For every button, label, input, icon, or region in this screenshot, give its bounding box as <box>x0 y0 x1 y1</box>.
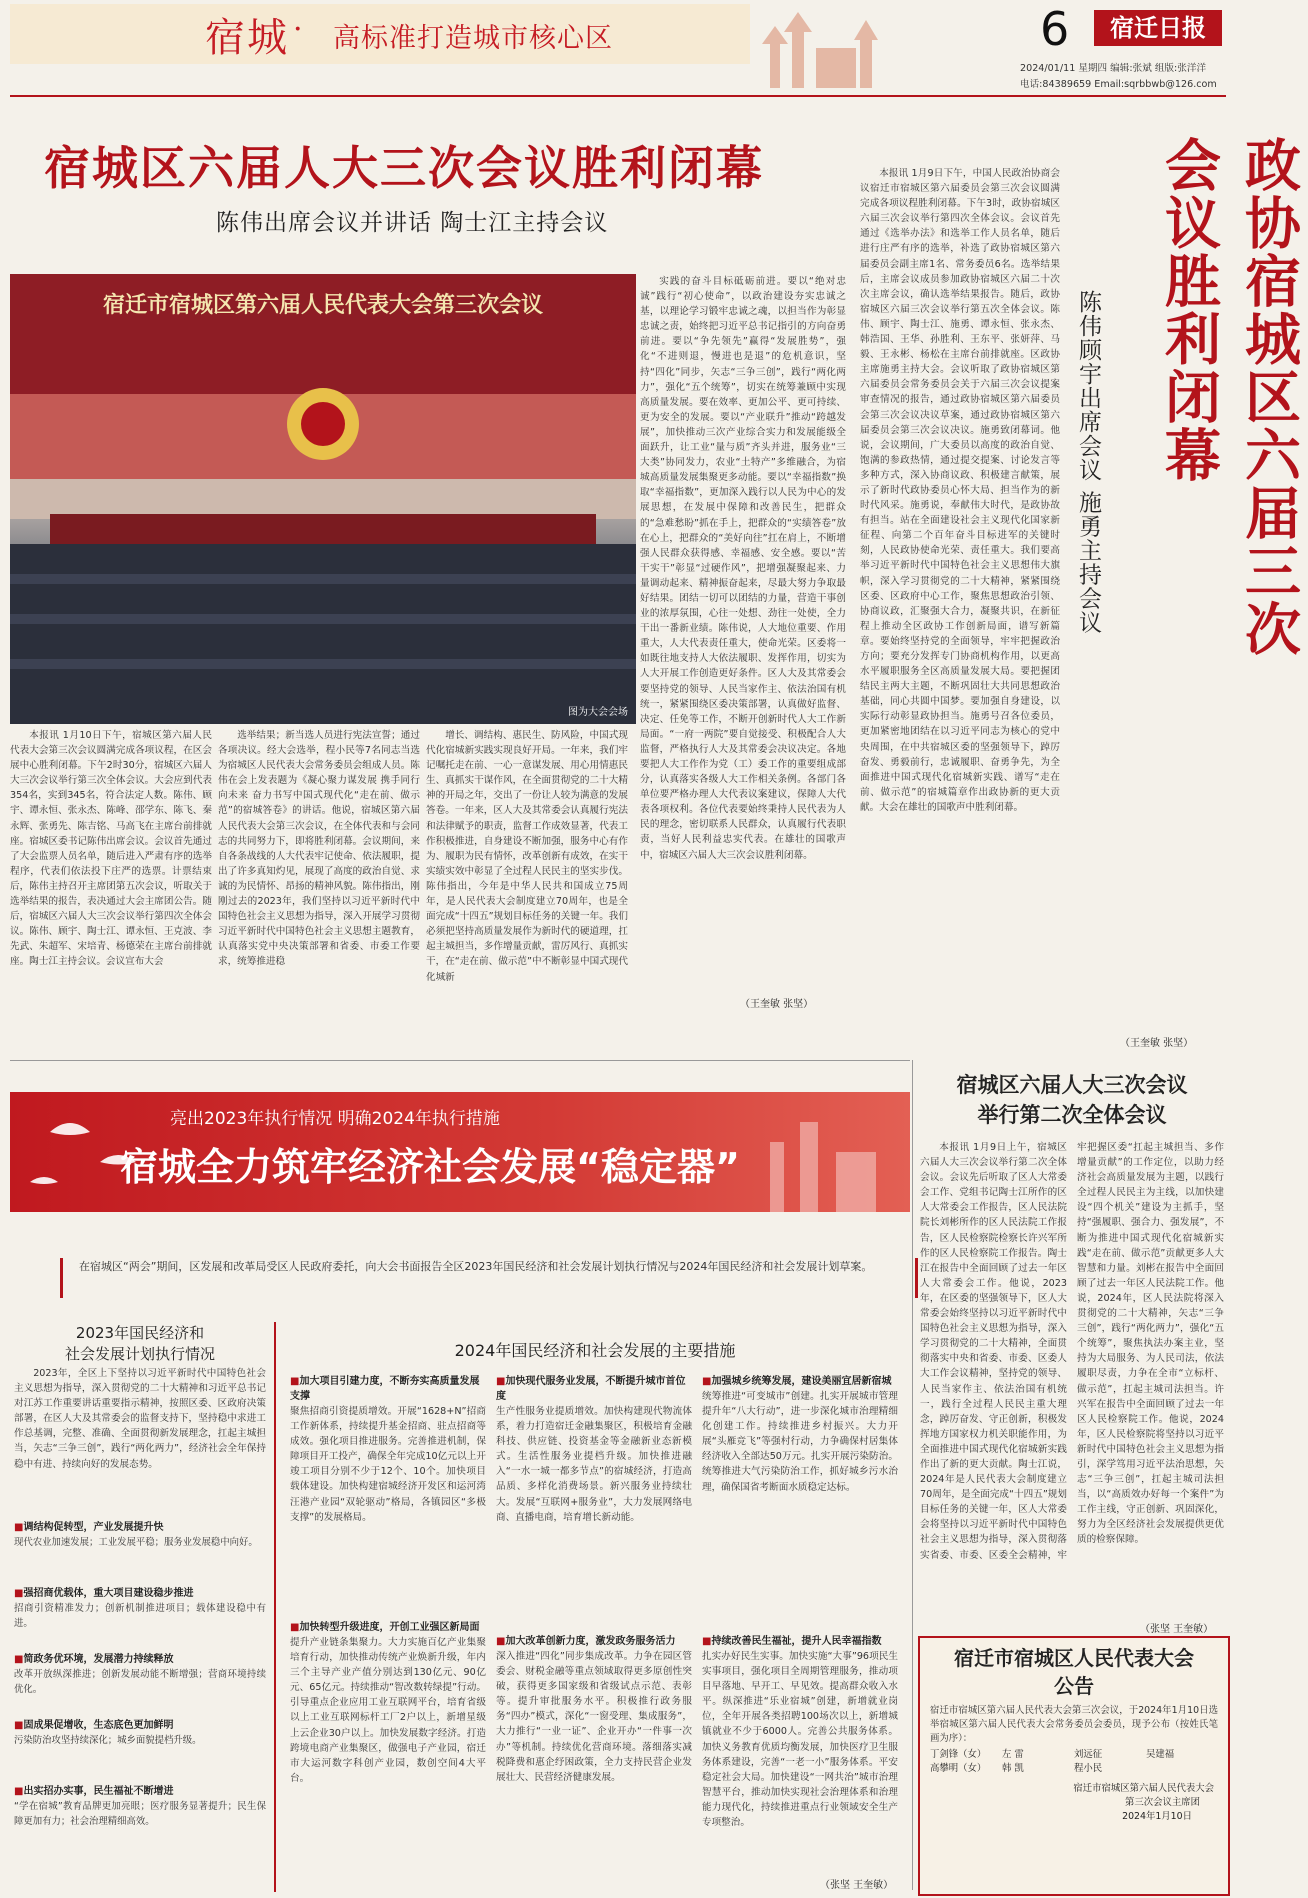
measure-title: 加强城乡统筹发展，建设美丽宜居新宿城 <box>711 1376 892 1387</box>
main-article-col2-text: 选举结果；新当选人员进行宪法宣誓；通过各项决议。经大会选举，程小民等7名同志当选为宿城区人民代表大会常务委员会组成人员。陈伟在会上发表题为《凝心聚力谋发展 携手同行向未来 奋力书写中国式现代化“走在前、做示范”的宿城答卷》的讲话。他说，宿城区第六届人民代表大会第三次会议，在全体代表和与会同志的共同努力下，即将胜利闭幕。会议期间，来自各条战线的人大代表牢记使命、依法履职，提出了许多真知灼见，展现了高度的政治自觉、求诚的为民情怀、昂扬的精神风貌。陈伟指出，刚刚过去的2023年，我们坚持以习近平新时代中国特色社会主义思想为指导，深入开展学习贯彻习近平新时代中国特色社会主义思想主题教育，认真落实党中央决策部署和省委、市委工作要求，统筹推进稳 <box>218 730 420 968</box>
measure-body: 扎实办好民生实事。加快实施“大事”96项民生实事项目，强化项目全周期管理服务，推动项目早落地、早开工、早见效。提高群众收入水平。纵深推进“乐业宿城”创建，新增就业岗位，全年开展各类招聘100场次以上，新增城镇就业不少于6000人。完善公共服务体系。加快义务教育优质均衡发展，加快医疗卫生服务体系建设，完善“一老一小”服务体系。平安稳定社会大局。加快建设“一网共治”城市治理智慧平台，推动加快实现社会治理体系和治理能力现代化，持续推进重点行业领域安全生产专项整治。 <box>702 1651 898 1829</box>
date-line: 2024/01/11 星期四 编辑:张斌 组版:张洋洋 <box>1020 63 1207 74</box>
announcement-issuer: 宿迁市宿城区第六届人民代表大会 <box>1073 1783 1214 1794</box>
main-subheadline: 陈伟出席会议并讲话 陶士江主持会议 <box>216 210 609 236</box>
economy-headline: 宿城全力筑牢经济社会发展“稳定器” <box>120 1145 740 1189</box>
bullet-note: 污染防治攻坚持续深化；城乡面貌提档升级。 <box>14 1735 202 1746</box>
cppcc-headline: 政协宿城区六届三次会议胜利闭幕 <box>1156 136 1301 658</box>
measure-item: ■持续改善民生福祉，提升人民幸福指数 扎实办好民生实事。加快实施“大事”96项民生实事项目，强化项目全周期管理服务，推动项目早落地、早开工、早见效。提高群众收入水平。纵深推进“乐业宿城”创建，新增就业岗位，全年开展各类招聘100场次以上，新增城镇就业不少于6000人。完善公共服务体系。加快义务教育优质均衡发展，加快医疗卫生服务体系建设，完善“一老一小”服务体系。平安稳定社会大局。加快建设“一网共治”城市治理智慧平台，推动加快实现社会治理体系和治理能力现代化，持续推进重点行业领域安全生产专项整治。 <box>702 1634 898 1889</box>
photo-illustration <box>10 274 636 724</box>
measure-item: ■加强城乡统筹发展，建设美丽宜居新宿城 统筹推进“可变城市”创建。扎实开展城市管理提升年“八大行动”，进一步深化城市治理精细化创建工作。持续推进乡村振兴。大力开展“头雁竞飞”等强村行动，力争确保村居集体经济收入全部达50万元。扎实开展污染防治。统筹推进大气污染防治工作，抓好城乡污水治理，确保国省考断面水质稳定达标。 <box>702 1374 898 1589</box>
measure-title: 加大改革创新力度，激发政务服务活力 <box>505 1636 676 1647</box>
economy-kicker: 亮出2023年执行情况 明确2024年执行措施 <box>170 1109 500 1129</box>
plenary-credit: （张坚 王奎敏） <box>1140 1624 1214 1635</box>
conference-hall-photo <box>10 274 636 724</box>
cppcc-subheadline: 陈伟顾宇出席会议 施勇主持会议 <box>1075 290 1101 635</box>
plenary-title-line2: 举行第二次全体会议 <box>977 1103 1167 1127</box>
measure-body: 深入推进“四化”同步集成改革。力争在园区管委会、财税金融等重点领域取得更多原创性突破，获得更多国家级和省级试点示范、表彰等。提升审批服务水平。积极推行政务服务“四办”模式，深化“一窗受理、集成服务”，大力推行“一业一证”、企业开办“一件事一次办”等机制。持续优化营商环境。落细落实减税降费和惠企纾困政策，全力支持民营企业发展壮大、民营经济健康发展。 <box>496 1651 692 1783</box>
main-article-col3-text: 增长、调结构、惠民生、防风险，中国式现代化宿城新实践实现良好开局。一年来，我们牢记嘱托走在前、一心一意谋发展、用心用情惠民生、真抓实干谋作风，在全面贯彻党的二十大精神的开局之年，交出了一份让人较为满意的发展答卷。一年来，区人大及其常委会认真履行宪法和法律赋予的职责，监督工作成效显著，代表工作积极推进，自身建设不断加强，服务中心有作为、履职为民有情怀，改革创新有成效，在实干实绩实效中彰显了全过程人民民主的坚实步伐。陈伟指出，今年是中华人民共和国成立75周年，是人民代表大会制度建立70周年，也是全面完成“十四五”规划目标任务的关键一年。我们必须把坚持高质量发展作为新时代的硬道理，扛起主城担当，多作增量贡献，雷厉风行、真抓实干，在“走在前、做示范”中不断彰显中国式现代化城新 <box>426 730 628 983</box>
economy-banner <box>10 1092 910 1212</box>
bullet-note: “学在宿城”教育品牌更加亮眼；医疗服务显著提升；民生保障更加有力；社会治理精细高效。 <box>14 1801 266 1828</box>
bullet-note: 招商引资精准发力；创新机制推进项目；载体建设稳中有进。 <box>14 1603 266 1630</box>
left-section-body <box>14 1366 266 1516</box>
announcement-body: 宿迁市宿城区第六届人民代表大会第三次会议，于2024年1月10日选举宿城区第六届人民代表大会常务委员会委员，现予公布（按姓氏笔画为序）： <box>930 1705 1218 1744</box>
cppcc-body-text: 本报讯 1月9日下午，中国人民政治协商会议宿迁市宿城区第六届委员会第三次会议圆满完成各项议程胜利闭幕。下午3时，政协宿城区六届三次会议举行第四次全体会议。会议首先通过《选举办法》和选举工作人员名单，随后进行庄严有序的选举，补选了政协宿城区第六届委员会副主席1名、常务委员6名。选举结果后，主席会议成员参加政协宿城区六届二十次次主席会议，确认选举结果报告。随后，政协宿城区六届三次会议举行第五次全体会议。陈伟、顾宇、陶士江、施勇、谭永恒、张永杰、韩浩国、王华、孙胜利、王东平、张妍萍、马毅、王永彬、杨松在主席台前排就座。区政协主席施勇主持大会。会议听取了政协宿城区第六届委员会常务委员会关于六届三次会议提案审查情况的报告，通过政协宿城区第六届委员会第三次会议决议草案，通过政协宿城区第六届委员会第三次会议决议。施勇致闭幕词。他说，会议期间，广大委员以高度的政治自觉、饱满的参政热情，通过提交提案、讨论发言等多种方式，深入协商议政、积极建言献策，展示了新时代政协委员心怀大局、担当作为的新时代风采。施勇说，奉献伟大时代，是政协故有担当。站在全面建设社会主义现代化国家新征程、向第二个百年奋斗目标进军的关键时刻，人民政协使命光荣、责任重大。我们要高举习近平新时代中国特色社会主义思想伟大旗帜，深入学习贯彻党的二十大精神，紧紧围绕区委、区政府中心工作，聚焦思想政治引领、协商议政，汇聚强大合力，凝聚共识，在新征程上推动全区政协工作创新局面，谱写新篇章。要始终坚持党的全面领导，牢牢把握政治方向；要充分发挥专门协商机构作用，以更高水平履职服务全区高质量发展大局。要把握团结民主两大主题，不断巩固壮大共同思想政治基础，同心共圆中国梦。要加强自身建设，以实际行动彰显政协担当。施勇号召各位委员，更加紧密地团结在以习近平同志为核心的党中央周围，在中共宿城区委的坚强领导下，踔厉奋发、勇毅前行，忠诚履职、奋勇争先，为全面推进中国式现代化宿城新实践、谱写“走在前、做示范”的宿城篇章作出政协新的更大贡献。大会在雄壮的国歌声中胜利闭幕。 <box>860 168 1060 813</box>
list-item: ■强招商优载体，重大项目建设稳步推进 招商引资精准发力；创新机制推进项目；载体建设稳中有进。 <box>14 1586 266 1652</box>
left-heading-line1: 2023年国民经济和 <box>75 1324 205 1342</box>
measure-body: 生产性服务业提质增效。加快构建现代物流体系，着力打造宿迁金融集聚区，积极培育金融科技、供应链、投资基金等金融新业态新模式。生活性服务业提档升级。加快推进融入“一水一城一都多节点”的宿城经济，打造高品质、多样化消费场景。新兴服务业持续壮大。发展“互联网+服务业”，大力发展网络电商、直播电商，培育增长新动能。 <box>496 1406 692 1523</box>
bullet-title: 固成果促增收，生态底色更加鲜明 <box>23 1720 174 1731</box>
announcement-title-line2: 公告 <box>1054 1674 1094 1698</box>
bullet-note: 现代农业加速发展；工业发展平稳；服务业发展稳中向好。 <box>14 1537 258 1548</box>
measure-body: 统筹推进“可变城市”创建。扎实开展城市管理提升年“八大行动”，进一步深化城市治理精细化创建工作。持续推进乡村振兴。大力开展“头雁竞飞”等强村行动，力争确保村居集体经济收入全部达50万元。扎实开展污染防治。统筹推进大气污染防治工作，抓好城乡污水治理，确保国省考断面水质稳定达标。 <box>702 1391 898 1493</box>
announcement-issuer2: 第三次会议主席团 <box>1124 1797 1200 1808</box>
list-item: ■出实招办实事，民生福祉不断增进 “学在宿城”教育品牌更加亮眼；医疗服务显著提升；民生保障更加有力；社会治理精细高效。 <box>14 1784 266 1850</box>
photo-banner-text: 宿迁市宿城区第六届人民代表大会第三次会议 <box>102 293 543 318</box>
measure-body: 提升产业链条集聚力。大力实施百亿产业集聚培育行动，加快推动传统产业焕新升级，年内三个主导产业产值分别达到130亿元、90亿元、65亿元。持续推动“智改数转绿提”行动。引导重点企业应用工业互联网平台，培育省级以上工业互联网标杆工厂2户以上，新增星级上云企业30户以上。加快发展数字经济。打造跨境电商产业集聚区，做强电子产业园，宿迁市大运河数字科创产业园，数创空间4大平台。 <box>290 1637 486 1784</box>
bullet-note: 改革开放纵深推进；创新发展动能不断增强；营商环境持续优化。 <box>14 1669 266 1696</box>
column-divider-right <box>912 1060 913 1890</box>
section-slogan: 高标准打造城市核心区 <box>333 23 613 54</box>
economy-credit: （张坚 王奎敏） <box>820 1880 894 1891</box>
member-name: 韩 凯 <box>1002 1763 1024 1774</box>
plenary-title-line1: 宿城区六届人大三次会议 <box>956 1073 1188 1097</box>
left-bullet-list <box>14 1520 266 1850</box>
header-separator: · <box>293 12 303 47</box>
bullet-title: 强招商优载体，重大项目建设稳步推进 <box>23 1588 194 1599</box>
photo-caption: 图为大会会场 <box>568 707 628 718</box>
measure-item: ■加快现代服务业发展，不断提升城市首位度 生产性服务业提质增效。加快构建现代物流体系，着力打造宿迁金融集聚区，积极培育金融科技、供应链、投资基金等金融新业态新模式。生活性服务业提档升级。加快推进融入“一水一城一都多节点”的宿城经济，打造高品质、多样化消费场景。新兴服务业持续壮大。发展“互联网+服务业”，大力发展网络电商、直播电商，培育增长新动能。 <box>496 1374 692 1604</box>
member-name: 高攀明（女） <box>930 1763 987 1774</box>
page-number: 6 <box>1040 2 1070 56</box>
plenary-body-text: 本报讯 1月9日上午，宿城区六届人大三次会议举行第二次全体会议。会议先后听取了区人大常委会工作、党组书记陶士江所作的区人大常委会工作报告，区人民法院院长刘彬所作的区人民法院工作报告，区人民检察院检察长许兴军所作的区人民检察院工作报告。陶士江在报告中全面回顾了过去一年区人大常委会工作。他说，2023年，在区委的坚强领导下，区人大常委会始终坚持以习近平新时代中国特色社会主义思想为指导，深入学习贯彻党的二十大精神，全面贯彻落实中央和省委、市委、区委人大工作会议精神，坚持党的领导、人民当家作主、依法治国有机统一，践行全过程人民民主重大理念，踔厉奋发、守正创新，积极发挥地方国家权力机关职能作用，为全面推进中国式现代化宿城新实践作出了新的更大贡献。陶士江说，2024年是人民代表大会制度建立70周年，是全面完成“十四五”规划目标任务的关键一年，区人大常委会将坚持以习近平新时代中国特色社会主义思想为指导，深入贯彻落实省委、市委、区委全会精神，牢牢把握区委“扛起主城担当、多作增量贡献”的工作定位，以助力经济社会高质量发展为主题，以践行全过程人民民主为主线，以加快建设“四个机关”建设为主抓手，坚持“强履职、强合力、强发展”，不断为推进中国式现代化宿城新实践“走在前、做示范”贡献更多人大智慧和力量。刘彬在报告中全面回顾了过去一年区人民法院工作。他说，2024年，区人民法院将深入贯彻党的二十大精神，矢志“三争三创”，践行“两化两力”，强化“五个统筹”，聚焦执法办案主业，坚持为大局服务、为人民司法，依法履职尽责，力争在全市“立标杆、做示范”，扛起主城司法担当。许兴军在报告中全面回顾了过去一年区人民检察院工作。他说，2024年，区人民检察院将坚持以习近平新时代中国特色社会主义思想为指引，深学笃用习近平法治思想，矢志“三争三创”，扛起主城司法担当，以“高质效办好每一个案件”为工作主线，守正创新、巩固深化，努力为全区经济社会发展提供更优质的检察保障。 <box>920 1142 1224 1561</box>
main-article-col1 <box>10 728 212 994</box>
list-item: ■调结构促转型，产业发展提升快 现代农业加速发展；工业发展平稳；服务业发展稳中向好。 <box>14 1520 266 1586</box>
bullet-title: 调结构促转型，产业发展提升快 <box>23 1522 164 1533</box>
plenary-headline <box>918 1070 1226 1130</box>
column-divider <box>274 1322 276 1892</box>
member-name: 程小民 <box>1074 1763 1103 1774</box>
measure-title: 持续改善民生福祉，提升人民幸福指数 <box>711 1636 882 1647</box>
plenary-body <box>920 1140 1224 1620</box>
paper-logo: 宿迁日报 <box>1094 10 1222 46</box>
left-heading-line2: 社会发展计划执行情况 <box>64 1345 215 1363</box>
measure-body: 聚焦招商引资提质增效。开展“1628+N”招商工作新体系，持续提升基金招商、驻点招商等成效。强化项目推进服务。完善推进机制，保障项目开工投产，确保全年完成10亿元以上开竣工项目分别不少于12个、10个。加快项目载体建设。加快构建宿城经济开发区和运河湾汪港产业园“双轮驱动”格局，各镇园区“多极支撑”的发展格局。 <box>290 1406 486 1523</box>
member-name: 刘远征 <box>1074 1749 1103 1760</box>
bullet-title: 简政务优环境，发展潜力持续释放 <box>23 1654 174 1665</box>
main-article-col3 <box>426 728 628 994</box>
cppcc-credit: （王奎敏 张坚） <box>1120 1038 1194 1049</box>
section-name: 宿城 <box>205 15 289 61</box>
main-article-col1-text: 本报讯 1月10日下午，宿城区第六届人民代表大会第三次会议圆满完成各项议程，在区会展中心胜利闭幕。下午2时30分，宿城区六届人大三次会议举行第三次全体会议。大会应到代表354名，实到345名，符合法定人数。陈伟、顾宇、谭永恒、张永杰、陈峰、邵学东、陈飞、秦永辉、张勇先、陈吉铭、马高飞在主席台前排就座。宿城区委书记陈伟出席会议。会议首先通过了大会监票人员名单，随后进入严肃有序的选举程序，代表们依法投下庄严的选票。计票结束后，陈伟主持召开主席团第五次会议，听取关于选举结果的报告，表决通过大会主席团公告。随后，宿城区六届人大三次会议举行第四次全体会议。陈伟、顾宇、陶士江、谭永恒、王克波、李先武、朱超军、宋培青、杨德荣在主席台前排就座。陶士江主持会议。会议宣布大会 <box>10 730 212 968</box>
main-article-col4-text: 实践的奋斗目标砥砺前进。要以“绝对忠诚”践行“初心使命”，以政治建设夯实忠诚之基，以理论学习锻牢忠诚之魂，以担当作为彰显忠诚之责，始终把习近平总书记指引的方向奋勇前进。要以“争先领先”赢得“发展胜势”，强化“不进则退，慢进也是退”的危机意识，坚持“四化”同步，矢志“三争三创”，践行“两化两力”，强化“五个统筹”，切实在统筹兼顾中实现高质量发展。要在效率、更加公平、更可持续、更为安全的发展。要以“产业联升”推动“跨越发展”，加快推动三次产业综合实力和发展能级全面跃升，让工业“量与质”齐头并进，服务业“三大类”协同发力，农业“土特产”多维融合，为宿城高质量发展集聚更多动能。要以“幸福指数”换取“幸福指数”，更加深入践行以人民为中心的发展思想，在发展中保障和改善民生，把群众的“急难愁盼”抓在手上，把群众的“实绩答卷”放在心上，把群众的“美好向往”扛在肩上，不断增强人民群众获得感、幸福感、安全感。要以“苦干实干”彰显“过硬作风”，把增强凝聚起来、力量调动起来、精神振奋起来，尽最大努力争取最好结果。团结一切可以团结的力量，营造干事创业的浓厚氛围，心往一处想、劲往一处使，全力干出一番新业绩。陈伟说，人大地位重要、作用重大，人大代表责任重大，使命光荣。区委将一如既往地支持人大依法履职、发挥作用，切实为人大开展工作创造更好条件。区人大及其常委会要坚持党的领导、人民当家作主、依法治国有机统一，紧紧围绕区委决策部署，认真做好监督、决定、任免等工作，不断开创新时代人大工作新局面。“一府一两院”要自觉接受、积极配合人大监督，严格执行人大及其常委会决议决定。各地要把人大工作作为党（工）委工作的重要组成部分，认真落实各级人大工作相关条例。各部门各单位要严格办理人大代表议案建议，保障人大代表各项权利。各位代表要始终秉持人民代表为人民的理念，密切联系人民群众，认真履行代表职责，当好人民利益忠实代表。在雄壮的国歌声中，宿城区六届人大三次会议胜利闭幕。 <box>640 276 846 861</box>
member-name: 丁剑锋（女） <box>930 1749 987 1760</box>
economy-intro: 在宿城区“两会”期间，区发展和改革局受区人民政府委托，向大会书面报告全区2023年国民经济和社会发展计划执行情况与2024年国民经济和社会发展计划草案。 <box>60 1258 918 1298</box>
bullet-title: 出实招办实事，民生福祉不断增进 <box>23 1786 174 1797</box>
measure-item: ■加大改革创新力度，激发政务服务活力 深入推进“四化”同步集成改革。力争在园区管委会、财税金融等重点领域取得更多原创性突破，获得更多国家级和省级试点示范、表彰等。提升审批服务水平。积极推行政务服务“四办”模式，深化“一窗受理、集成服务”，大力推行“一业一证”、企业开办“一件事一次办”等机制。持续优化营商环境。落细落实减税降费和惠企纾困政策，全力支持民营企业发展壮大、民营经济健康发展。 <box>496 1634 692 1889</box>
contact-line: 电话:84389659 Email:sqrbbwb@126.com <box>1020 79 1217 90</box>
announcement-box <box>918 1636 1230 1896</box>
announcement-title-line1: 宿迁市宿城区人民代表大会 <box>954 1646 1194 1670</box>
measure-title: 加大项目引建力度，不断夯实高质量发展支撑 <box>290 1376 480 1402</box>
section-divider <box>10 1060 910 1061</box>
measure-item: ■加快转型升级进度，开创工业强区新局面 提升产业链条集聚力。大力实施百亿产业集聚培育行动，加快推动传统产业焕新升级，年内三个主导产业产值分别达到130亿元、90亿元、65亿元。持续推动“智改数转绿提”行动。引导重点企业应用工业互联网平台，培育省级以上工业互联网标杆工厂2户以上，新增星级上云企业30户以上。加快发展数字经济。打造跨境电商产业集聚区，做强电子产业园，宿迁市大运河数字科创产业园，数创空间4大平台。 <box>290 1620 486 1875</box>
list-item: ■简政务优环境，发展潜力持续释放 改革开放纵深推进；创新发展动能不断增强；营商环境持续优化。 <box>14 1652 266 1718</box>
list-item: ■固成果促增收，生态底色更加鲜明 污染防治攻坚持续深化；城乡面貌提档升级。 <box>14 1718 266 1784</box>
announcement-names <box>930 1748 1218 1776</box>
main-article-col4-top <box>640 274 846 861</box>
measure-title: 加快转型升级进度，开创工业强区新局面 <box>299 1622 480 1633</box>
page-header <box>10 0 1226 98</box>
measure-title: 加快现代服务业发展，不断提升城市首位度 <box>496 1376 686 1402</box>
main-article-credit: （王奎敏 张坚） <box>740 999 814 1010</box>
member-name: 吴建福 <box>1146 1749 1175 1760</box>
main-headline: 宿城区六届人大三次会议胜利闭幕 <box>44 141 764 195</box>
measure-item: ■加大项目引建力度，不断夯实高质量发展支撑 聚焦招商引资提质增效。开展“1628+N”招商工作新体系，持续提升基金招商、驻点招商等成效。强化项目推进服务。完善推进机制，保障项目开工投产，确保全年完成10亿元以上开竣工项目分别不少于12个、10个。加快项目载体建设。加快构建宿城经济开发区和运河湾汪港产业园“双轮驱动”格局，各镇园区“多极支撑”的发展格局。 <box>290 1374 486 1884</box>
main-article-col2 <box>218 728 420 994</box>
announcement-date: 2024年1月10日 <box>1122 1811 1192 1822</box>
right-section-heading: 2024年国民经济和社会发展的主要措施 <box>454 1341 736 1360</box>
left-section-heading <box>10 1322 270 1364</box>
cppcc-body-upper <box>860 166 1060 1026</box>
left-section-text: 2023年，全区上下坚持以习近平新时代中国特色社会主义思想为指导，深入贯彻党的二十大精神和习近平总书记对江苏工作重要讲话重要指示精神，按照区委、区政府决策部署，在区人大及其常委会的监督支持下，坚持稳中求进工作总基调，完整、准确、全面贯彻新发展理念，扛起主城担当，矢志“三争三创”，践行“两化两力”，经济社会全年保持稳中有进、持续向好的发展态势。 <box>14 1368 266 1470</box>
member-name: 左 雷 <box>1002 1749 1024 1760</box>
